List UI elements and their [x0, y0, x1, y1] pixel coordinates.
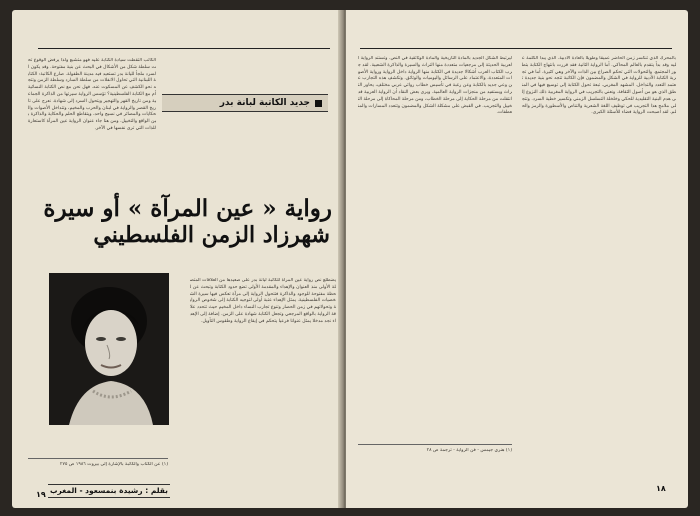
top-rule	[38, 48, 330, 49]
footnote-rule	[28, 458, 168, 459]
byline: بقلم : رشيدة بنمسعود - المغرب	[48, 484, 170, 498]
article-column-left: الكاتب التقطت سيادة الكتابة عليه فهو متشبع ولذا يرفض الوقوع تحت سلطة شكل من الأشكال في البحث عن بنية مفتوحة. وقد يكون السرد ملجأ لليانة بدر تستعيد فيه مدينة الطفولة. صارع الكاتبة: الكتابة اللبنانية التي تحاول الانفلات من سلطة السارد وسلطة الزمن وتتجه نحو الكشف عن المسكوت عنه. فهل نحن مع نص الكتابة النسائية أم مع الكتابة الفلسطينية؟ تؤسس الرواية سيرتها من الذاكرة الجماعية ومن تاريخ القهر والتهجير ويتحول السرد إلى شهادة. نعرج على تاريخ القصر والرواية في لبنان والحرب والمخيم، وتتداخل الأصوات والحكايات والمصائر في نسيج واحد، ويتقاطع الحلم والحكاية والذاكرة بين الواقع والتخييل. ومن هنا جاء عنوان الرواية عين المرآة كاستعارة للذات التي ترى نفسها في الآخر.	[28, 58, 156, 131]
footnotes: (١) عن الكتاب والكاتبة بالإشارة إلى بيروت ١٩٨٦ ص ٢٧٥	[60, 462, 168, 467]
header-square-icon	[315, 100, 322, 107]
portrait-image	[49, 273, 169, 425]
footnotes-right: (١) هنري جيمس - فن الرواية - ترجمة ص ٢٨	[426, 448, 512, 453]
left-page	[12, 10, 342, 508]
right-page	[346, 10, 688, 508]
article-column-right: يضطلع نص رواية عين المرآة للكاتبة ليانة بدر على صعيدها من العلاقات المتصلة الأولى منذ العنوان والإهداء والمقدمة الأولى تضع حدود الكتابة وتبحث عن لحظة مفتوحة للوجود والذاكرة فتتحول الرواية إلى مرآة تعكس فيها سيرة الشخصيات الفلسطينية. يمثل الإهداء عتبة أولى لتوجيه الكتابة إلى شخوص الرواية وتحولاتهم في زمن الحصار وتنوع تجارب النساء داخل المخيم حيث تتحدد علاقة الرواية بالواقع المرجعي وتجعل الكتابة شهادة على الزمن. إضافة إلى الإهداء نجد مدخلا يمثل عنوانا فرعيا يتحكم في إيقاع الرواية وطقوس التأويل.	[190, 278, 336, 324]
right-column-right: بالمحرك الذي تنكسر زمن الحاضر عميقا وطويلا بالعادة الأدبية. الذي يبدأ الكلمة عليه وقد بدأ يتقدم بالعالم المحاكي. أما الرواية الثانية فقد قررت بانتهاج الكتابة بتطور المجتمع. والتحولات التي تحكم الصراع بين الذات والآخر وهي كثيرة. أما في تجربة الكتابة الأدبية للرواية في الشكل والمضمون فإن الكاتبة تتجه نحو بنية جديدة تعتمد التعدد والتداخل. المشهد المغربي. تبعة تحول الكتابة إلى توسيع فيها في المنطق الذي هو من أصول الثقافة. ونعني بالتجريب في الرواية المغربية ذلك النزوع إلى هدم البنية التقليدية للحكي وخلخلة التسلسل الزمني وتكسير خطية السرد. وتتجلى ملامح هذا التجريب في توظيف اللغة الشعرية والتناص والأسطورة والرمز والحلم. لقد أصبحت الرواية فضاء للأسئلة الكبرى.	[522, 56, 676, 116]
article-title-line1: رواية « عين المرآة » أو سيرة	[43, 195, 332, 222]
page-number-left: ١٩	[36, 490, 46, 499]
right-column-left: ليرتبط الشكل الجديد بالمادة التاريخية والمادة الوثائقية في النص. وتستند الرواية العربية الحديثة إلى مرجعيات متعددة منها التراث والسيرة والذاكرة الشعبية. لقد جرب الكتاب العرب أشكالا جديدة في الكتابة منها الرواية داخل الرواية ورواية الأصوات المتعددة، والاعتماد على الرسائل واليوميات والوثائق. وتكشف هذه التجارب عن وعي جديد بالكتابة وعن رغبة في تأسيس خطاب روائي عربي مختلف، يحاور التراث ويستفيد من منجزات الرواية العالمية. ويرى بعض النقاد أن الرواية العربية قد انتقلت من مرحلة الحكاية إلى مرحلة الخطاب، ومن مرحلة المحاكاة إلى مرحلة التخييل والتجريب. في القبض على مشكلة الشكل والمضمون وتتعدد المسارات والمنعطفات.	[358, 56, 512, 116]
author-photo	[49, 273, 169, 425]
section-header-text: جديد الكاتبة لبانة بدر	[219, 98, 310, 108]
section-header	[162, 94, 328, 112]
article-title-line2: شهرزاد الزمن الفلسطيني	[93, 222, 330, 248]
page-number-right: ١٨	[656, 484, 666, 493]
footnote-rule-right	[358, 444, 512, 445]
top-rule-right	[360, 48, 672, 49]
